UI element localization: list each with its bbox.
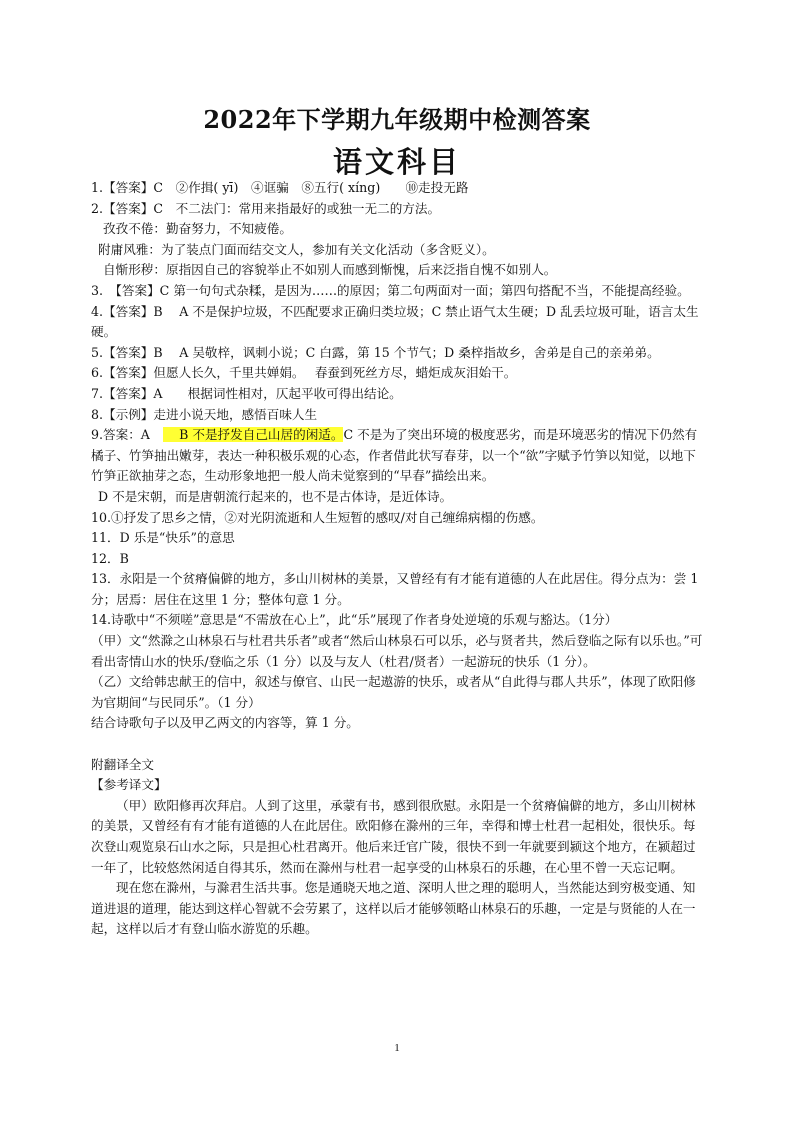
answer-9-line-2: D 不是宋朝，而是唐朝流行起来的，也不是古体诗，是近体诗。 (98, 488, 453, 504)
answer-7: 7.【答案】A 根据词性相对，仄起平收可得出结论。 (91, 385, 402, 401)
answer-5: 5.【答案】B A 吴敬梓，讽刺小说；C 白露，第 15 个节气；D 桑梓指故乡，舍弟是自己的亲弟弟。 (91, 344, 660, 360)
answer-9-highlight: B 不是抒发自己山居的闲适。 (162, 427, 344, 443)
translation-paragraph-1: （甲）欧阳修再次拜启。人到了这里，承蒙有书，感到很欣慰。永阳是一个贫瘠偏僻的地方，多山川树林的美景，又曾经有有才能有道德的人在此居住。欧阳修在滁州的三年，幸得和博士杜君一起相处，很快乐。每次登山观览泉石山水之际，只是担心杜君离开。他后来迁官广陵，很快不到一年就要到颍这个地方，在颍超过一年了，比较悠然闲适自得其乐，然而在滁州与杜君一起享受的山林泉石的乐趣，在心里不曾一天忘记啊。 (91, 797, 696, 875)
document-title: 2022年下学期九年级期中检测答案 (203, 105, 591, 134)
answer-10: 10.①抒发了思乡之情，②对光阴流逝和人生短暂的感叹/对自己缠绵病榻的伤感。 (91, 509, 544, 525)
answer-9-prefix: 9.答案：A (91, 427, 163, 443)
reference-heading: 【参考译文】 (91, 777, 167, 793)
translation-paragraph-2: 现在您在滁州，与滁君生活共事。您是通晓天地之道、深明人世之理的聪明人，当然能达到穷极变通、知道进退的道理，能达到这样心智就不会劳累了，这样以后才能够领略山林泉石的乐趣，一定是与贤能的人在一起，这样以后才有登山临水游览的乐趣。 (91, 880, 696, 937)
answer-9-text: C 不是为了突出环境的极度恶劣，而是环境恶劣的情况下仍然有橘子、竹笋抽出嫩芽，表达一种积极乐观的心态，作者借此状写春芽，以一个“欲”字赋予竹笋以知觉，以地下竹笋正欲抽芽之态，生动形象地把一般人尚未觉察到的“早春”描绘出来。 (91, 427, 698, 484)
answer-14-line-3: （乙）文给韩忠献王的信中，叙述与僚官、山民一起遨游的快乐，或者从“自此得与郡人共乐”，体现了欧阳修为官期间“与民同乐”。（1 分） (91, 674, 696, 710)
answer-6: 6.【答案】但愿人长久，千里共婵娟。 春蚕到死丝方尽，蜡炬成灰泪始干。 (91, 365, 517, 381)
appendix-heading: 附翻译全文 (91, 756, 154, 772)
answer-8: 8.【示例】走进小说天地，感悟百味人生 (91, 406, 318, 422)
answer-3: 3. 【答案】C 第一句句式杂糅，是因为……的原因；第二句两面对一面；第四句搭配不当，不能提高经验。 (91, 282, 690, 298)
document-subtitle: 语文科目 (332, 145, 461, 179)
answer-12: 12．B (91, 550, 129, 566)
answer-1: 1.【答案】C ②作揖( yī) ④诓骗 ⑧五行( xíng) ⑩走投无路 (91, 180, 469, 195)
answer-14: 14.诗歌中“不须嗟”意思是“不需放在心上”，此“乐”展现了作者身处逆境的乐观与豁达。（1分） (91, 612, 618, 628)
answer-2: 2.【答案】C 不二法门：常用来指最好的或独一无二的方法。 (91, 200, 441, 216)
answer-13: 13．永阳是一个贫瘠偏僻的地方，多山川树林的美景，又曾经有有才能有道德的人在此居住。得分点为：尝 1 分；居焉：居住在这里 1 分；整体句意 1 分。 (91, 571, 699, 607)
answer-14-line-4: 结合诗歌句子以及甲乙两文的内容等，算 1 分。 (91, 715, 359, 731)
answer-content (91, 178, 703, 940)
answer-14-line-2: （甲）文“然滁之山林泉石与杜君共乐者”或者“然后山林泉石可以乐，必与贤者共，然后登临之际有以乐也。”可看出寄情山水的快乐/登临之乐（1 分）以及与友人（杜君/贤者）一起游玩的快乐（1 分）。 (91, 633, 703, 669)
answer-11: 11．D 乐是“快乐”的意思 (91, 530, 235, 546)
answer-4: 4.【答案】B A 不是保护垃圾，不匹配要求正确归类垃圾；C 禁止语气太生硬；D 乱丢垃圾可耻，语言太生硬。 (91, 303, 699, 340)
answer-2-line-3: 自惭形秽：原指因自己的容貌举止不如别人而感到惭愧，后来泛指自愧不如别人。 (103, 262, 557, 278)
answer-2-line-1: 孜孜不倦：勤奋努力，不知疲倦。 (103, 221, 292, 237)
answer-9 (91, 425, 703, 487)
answer-2-line-2: 附庸风雅：为了装点门面而结交文人，参加有关文化活动（多含贬义）。 (98, 241, 495, 257)
page-number: 1 (394, 1042, 400, 1054)
